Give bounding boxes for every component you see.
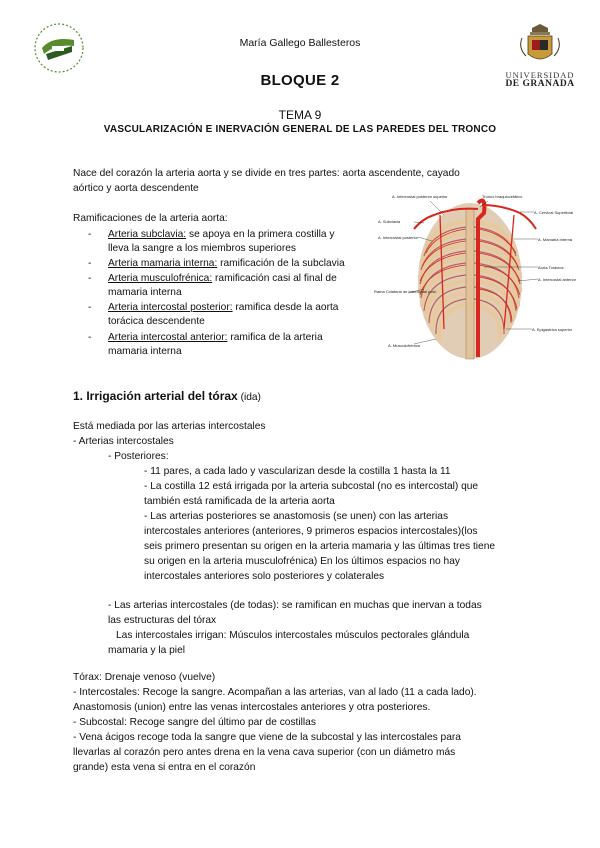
list-item-continuation: mamaria interna: [108, 346, 182, 357]
label-epigastrica: A. Epigástrica superior: [532, 327, 573, 332]
term-intercostal-anterior: Arteria intercostal anterior:: [108, 332, 228, 343]
paragraph-line: - Subcostal: Recoge sangre del último par de costillas: [73, 717, 316, 728]
intro-line-1: Nace del corazón la arteria aorta y se divide en tres partes: aorta ascendente, cayado: [73, 168, 460, 179]
label-aorta: Aorta Torácica: [538, 265, 564, 270]
term-intercostal-posterior: Arteria intercostal posterior:: [108, 302, 233, 313]
university-name-line1: UNIVERSIDAD: [505, 70, 575, 80]
paragraph-line: - Vena ácigos recoge toda la sangre que viene de la subcostal y las intercostales para: [73, 732, 461, 743]
bullet-dash: -: [88, 273, 92, 284]
list-item: [108, 300, 338, 315]
label-tronco: Tronco braquiocefálico: [482, 194, 523, 199]
list-item: [108, 330, 323, 345]
term-mamaria-interna: Arteria mamaria interna:: [108, 258, 218, 269]
list-item-continuation: mamaria interna: [108, 287, 182, 298]
paragraph-line: - Las arterias intercostales (de todas): se ramifican en muchas que inervan a todas: [108, 600, 482, 611]
list-item-text: se apoya en la primera costilla y: [186, 229, 335, 240]
term-musculofrenica: Arteria musculofrénica:: [108, 273, 213, 284]
paragraph-line: seis primero presentan su origen en la arteria mamaria y las últimas tres tiene: [144, 541, 496, 552]
paragraph-line: Las intercostales irrigan: Músculos intercostales músculos pectorales glándula: [116, 630, 470, 641]
label-mamaria: A. Mamaria Interna: [538, 237, 573, 242]
section-heading: [73, 389, 261, 403]
ramifications-heading: Ramificaciones de la arteria aorta:: [73, 213, 228, 224]
label-intercostal-post-sup: A. Intercostal posterior superior: [392, 194, 448, 199]
intro-line-2: aórtico y aorta descendente: [73, 183, 199, 194]
author-name: María Gallego Ballesteros: [239, 37, 361, 49]
section-title-suffix: (ida): [237, 392, 261, 403]
topic-number: TEMA 9: [278, 108, 322, 122]
paragraph-line: Tórax: Drenaje venoso (vuelve): [73, 672, 216, 683]
bullet-dash: -: [88, 332, 92, 343]
paragraph-line: su origen en la arteria musculofrénica) En los últimos espacios no hay: [144, 556, 460, 567]
list-item-text: ramifica desde la aorta: [232, 302, 339, 313]
bullet-dash: -: [88, 302, 92, 313]
label-subclavia: A. Subclavia: [378, 219, 401, 224]
paragraph-line: - La costilla 12 está irrigada por la arteria subcostal (no es intercostal) que: [144, 481, 479, 492]
paragraph-line: - Posteriores:: [108, 451, 169, 462]
label-cervical: A. Cervical Superficial: [534, 210, 574, 215]
paragraph-line: - 11 pares, a cada lado y vascularizan desde la costilla 1 hasta la 11: [144, 466, 451, 477]
university-name-line2: DE GRANADA: [505, 79, 575, 89]
thorax-arteries-illustration: [374, 189, 584, 374]
paragraph-line: también está ramificada de la arteria aorta: [144, 496, 335, 507]
paragraph-line: - Arterias intercostales: [73, 436, 174, 447]
paragraph-line: llevarlas al corazón pero antes drena en la vena cava superior (con un diámetro más: [73, 747, 456, 758]
term-subclavia: Arteria subclavia:: [108, 229, 187, 240]
paragraph-line: intercostales anteriores (anteriores, 9 primeros espacios intercostales)(los: [144, 526, 478, 537]
list-item: [108, 227, 335, 242]
paragraph-line: grande) esta vena si entra en el corazón: [73, 762, 256, 773]
list-item-continuation: torácica descendente: [108, 316, 205, 327]
bullet-dash: -: [88, 229, 92, 240]
bullet-dash: -: [88, 258, 92, 269]
label-rama-colateral: Rama Colateral de Intercostal post.: [374, 289, 437, 294]
paragraph-line: Está mediada por las arterias intercostales: [73, 421, 266, 432]
section-title: 1. Irrigación arterial del tórax: [73, 389, 238, 403]
label-musculofrenica: A. Musculofrénica: [388, 343, 420, 348]
paragraph-line: Anastomosis (union) entre las venas intercostales anteriores y otra posteriores.: [73, 702, 431, 713]
block-title: BLOQUE 2: [260, 72, 340, 89]
list-item-continuation: lleva la sangre a los miembros superiores: [108, 243, 296, 254]
paragraph-line: - Las arterias posteriores se anastomosis (se unen) con las arterias: [144, 511, 449, 522]
topic-subtitle: VASCULARIZACIÓN E INERVACIÓN GENERAL DE LAS PAREDES DEL TRONCO: [103, 124, 497, 135]
label-intercostal-ant: A. Intercostal anterior: [538, 277, 577, 282]
paragraph-line: mamaria y la piel: [108, 645, 185, 656]
list-item-text: ramificación casi al final de: [212, 273, 337, 284]
paragraph-line: las estructuras del tórax: [108, 615, 217, 626]
paragraph-line: intercostales anteriores solo posteriores y colaterales: [144, 571, 385, 582]
list-item: [108, 271, 337, 286]
list-item: [108, 256, 345, 271]
list-item-text: ramifica de la arteria: [227, 332, 323, 343]
label-intercostal-post: A. Intercostal posterior: [378, 235, 419, 240]
paragraph-line: - Intercostales: Recoge la sangre. Acompañan a las arterias, van al lado (11 a cada lado).: [73, 687, 477, 698]
list-item-text: ramificación de la subclavia: [217, 258, 345, 269]
